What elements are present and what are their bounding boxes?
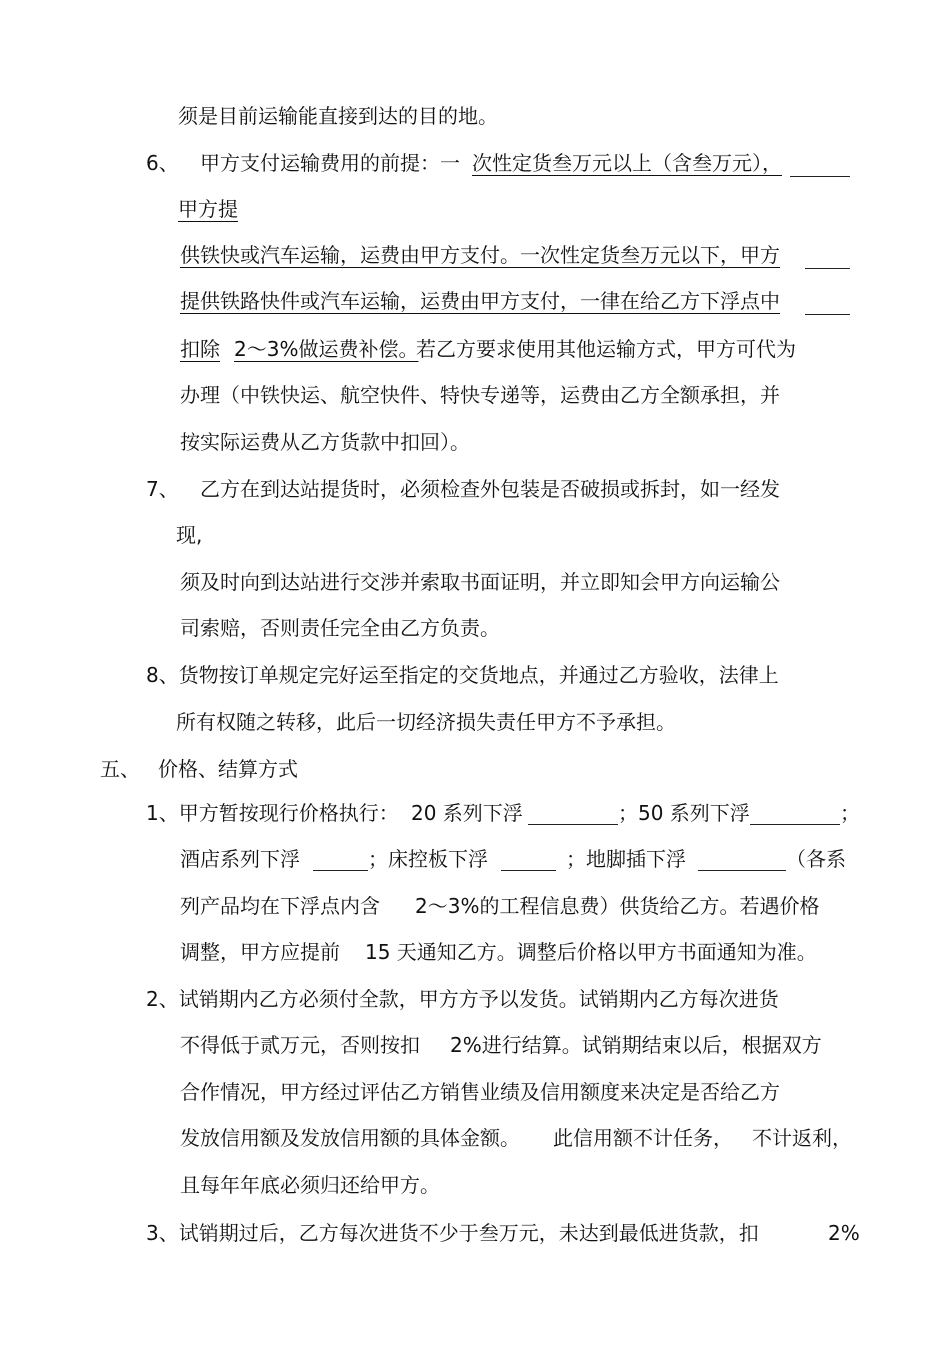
text-line: 3、试销期过后，乙方每次进货不少于叁万元，未达到最低进货款，扣 xyxy=(146,1221,759,1245)
text-line: 按实际运费从乙方货款中扣回）。 xyxy=(180,430,470,454)
text-line: 2% xyxy=(828,1221,860,1245)
text-line: 现, xyxy=(176,523,203,547)
text-line: 若乙方要求使用其他运输方式，甲方可代为 xyxy=(416,337,796,361)
text-line: 乙方在到达站提货时，必须检查外包装是否破损或拆封，如一经发 xyxy=(200,477,780,501)
text-line: 此信用额不计任务， xyxy=(553,1126,733,1150)
text-line: ；50 系列下浮 xyxy=(618,801,750,825)
underline-rule xyxy=(805,314,850,315)
blank-field xyxy=(528,824,618,825)
text-line: 须是目前运输能直接到达的目的地。 xyxy=(178,104,498,128)
text-line: 2%进行结算。试销期结束以后，根据双方 xyxy=(450,1033,822,1057)
underlined-text: 供铁快或汽车运输，运费由甲方支付。一次性定货叁万元以下，甲方 xyxy=(180,243,780,267)
text-line: 办理（中铁快运、航空快件、特快专递等，运费由乙方全额承担，并 xyxy=(180,383,780,407)
item-number: 7、 xyxy=(146,477,179,501)
underlined-text: 次性定货叁万元以上（含叁万元）， xyxy=(472,151,782,175)
blank-field xyxy=(698,870,786,871)
text-line: 列产品均在下浮点内含 xyxy=(180,894,380,918)
text-line: 酒店系列下浮 xyxy=(180,847,300,871)
section-number: 五、 xyxy=(100,757,140,781)
underlined-text: 扣除 xyxy=(180,337,220,361)
text-line: ；床控板下浮 xyxy=(368,847,488,871)
underlined-text: 提供铁路快件或汽车运输，运费由甲方支付，一律在给乙方下浮点中 xyxy=(180,289,780,313)
text-line: 15 天通知乙方。调整后价格以甲方书面通知为准。 xyxy=(365,940,817,964)
text-line: ； xyxy=(840,801,860,825)
text-line: 8、货物按订单规定完好运至指定的交货地点，并通过乙方验收，法律上 xyxy=(146,663,779,687)
text-line: 且每年年底必须归还给甲方。 xyxy=(180,1173,440,1197)
text-line: 合作情况，甲方经过评估乙方销售业绩及信用额度来决定是否给乙方 xyxy=(180,1080,780,1104)
text-line: 20 系列下浮 xyxy=(411,801,523,825)
text-line: 不计返利， xyxy=(752,1126,852,1150)
underline-rule xyxy=(805,268,850,269)
blank-field xyxy=(313,870,368,871)
text-line: 司索赔，否则责任完全由乙方负责。 xyxy=(180,616,500,640)
text-line: 须及时向到达站进行交涉并索取书面证明，并立即知会甲方向运输公 xyxy=(180,570,780,594)
underlined-text: 甲方提 xyxy=(178,197,238,221)
section-heading: 价格、结算方式 xyxy=(158,757,298,781)
text-line: （各系 xyxy=(786,847,846,871)
item-number: 6、 xyxy=(146,151,179,175)
text-line: 不得低于贰万元，否则按扣 xyxy=(180,1033,420,1057)
text-line: 发放信用额及发放信用额的具体金额。 xyxy=(180,1126,520,1150)
text-line: 所有权随之转移，此后一切经济损失责任甲方不予承担。 xyxy=(176,710,676,734)
underline-rule xyxy=(790,176,850,177)
text-line: ；地脚插下浮 xyxy=(566,847,686,871)
text-line: 2、试销期内乙方必须付全款，甲方方予以发货。试销期内乙方每次进货 xyxy=(146,987,779,1011)
text-line: 1、甲方暂按现行价格执行： xyxy=(146,801,399,825)
blank-field xyxy=(750,824,840,825)
underlined-text: 2～3%做运费补偿。 xyxy=(234,337,419,361)
text-line: 调整，甲方应提前 xyxy=(180,940,340,964)
text-line: 甲方支付运输费用的前提：一 xyxy=(200,151,460,175)
text-line: 2～3%的工程信息费）供货给乙方。若遇价格 xyxy=(415,894,820,918)
blank-field xyxy=(501,870,556,871)
